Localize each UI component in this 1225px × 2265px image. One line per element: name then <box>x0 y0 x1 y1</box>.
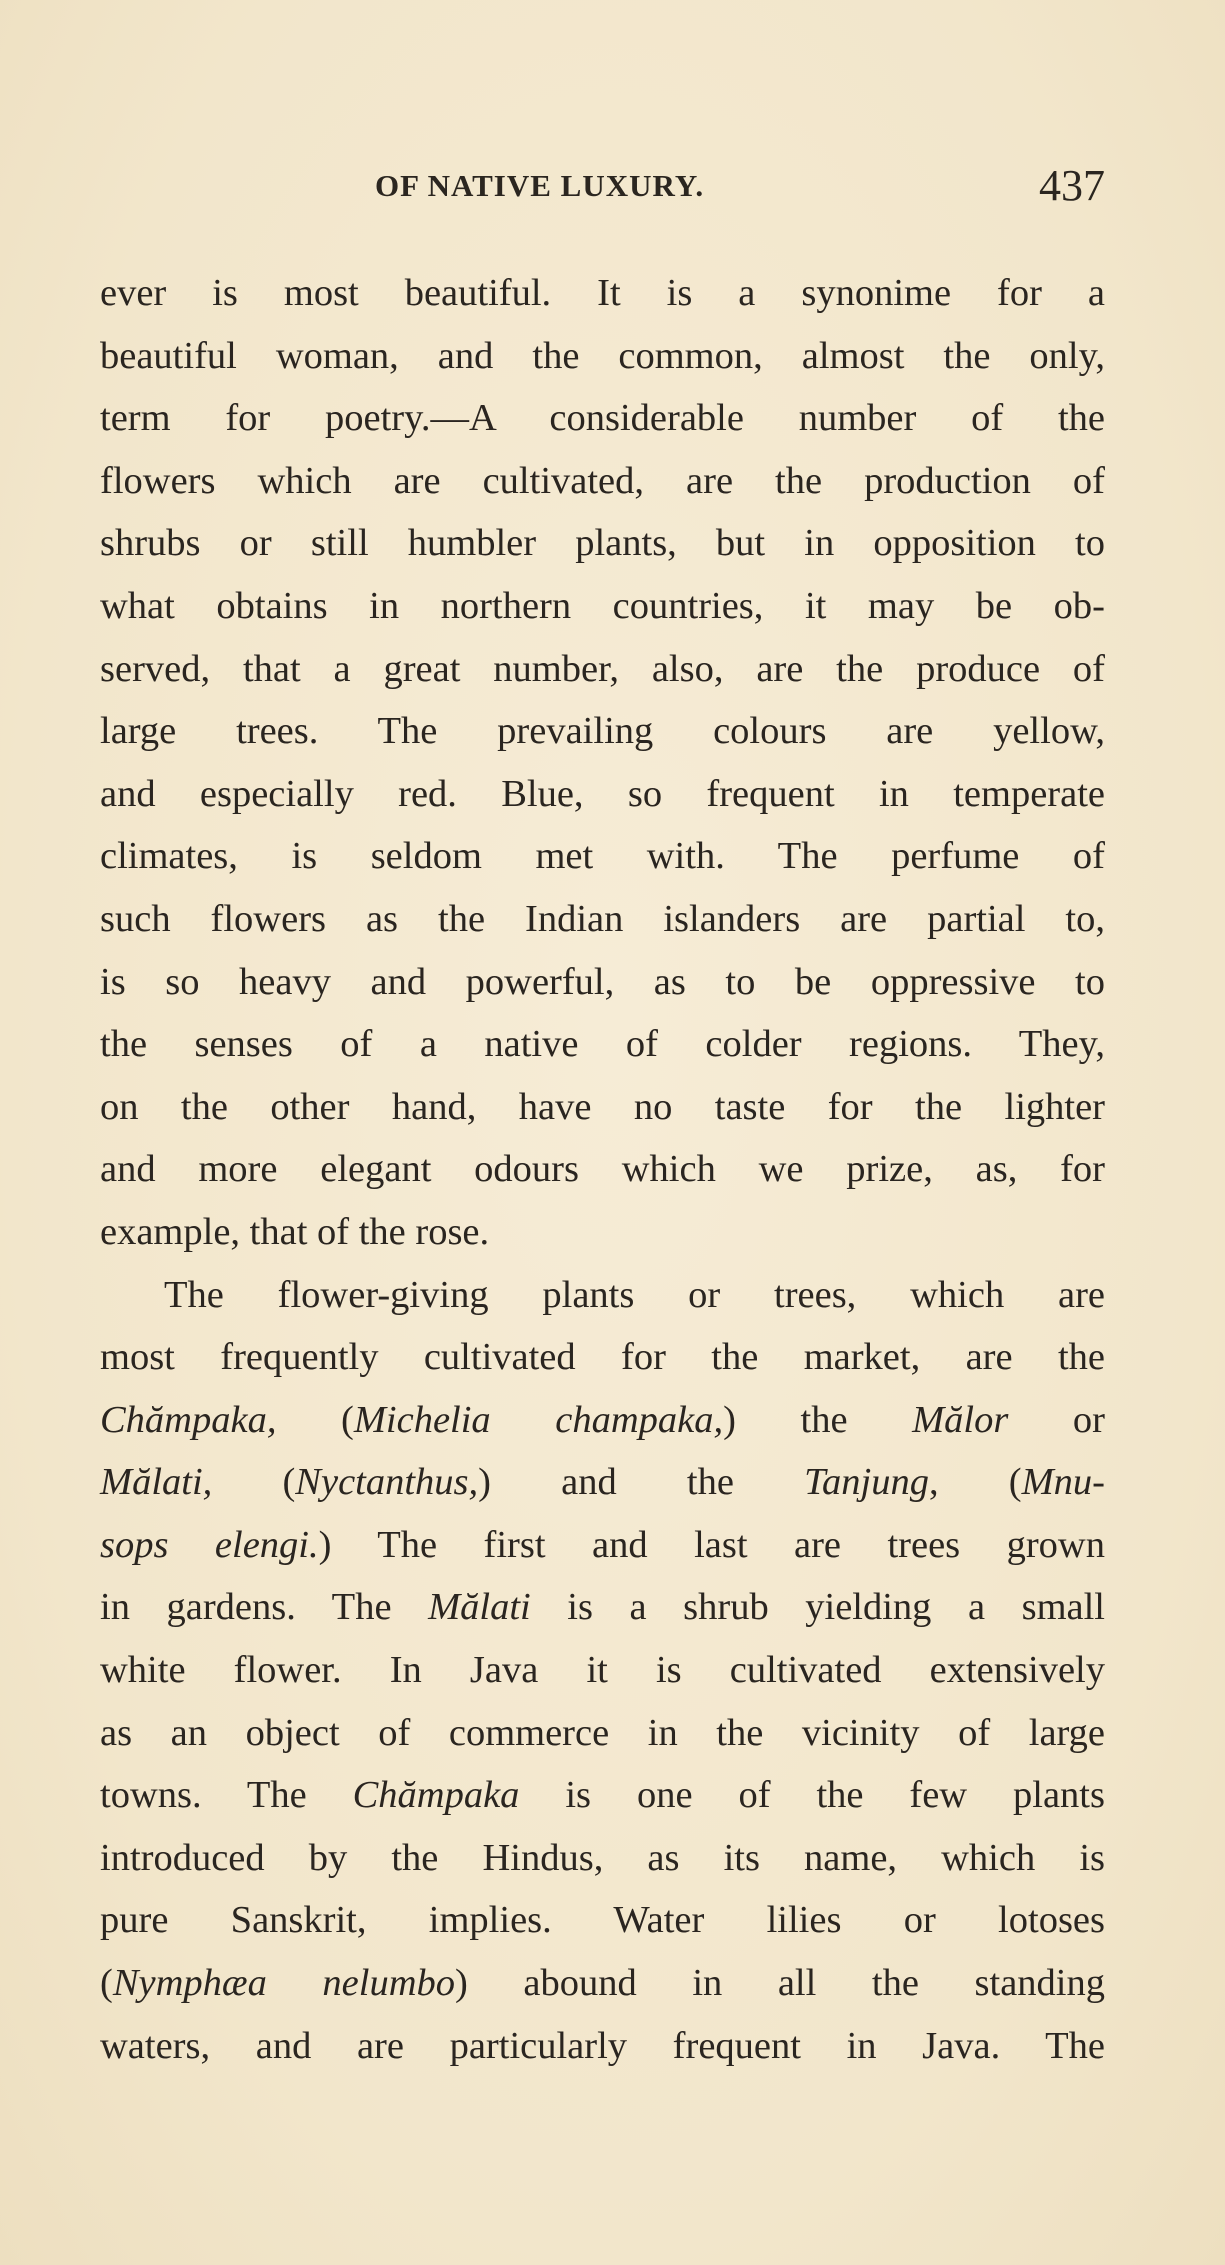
italic-term: Michelia champaka, <box>353 1398 724 1441</box>
text-line: and especially red. Blue, so frequent in temperate <box>100 772 1105 815</box>
text-line: waters, and are particularly frequent in Java. The <box>100 2024 1105 2067</box>
text-run: ) The first and last are trees grown <box>318 1523 1105 1566</box>
text-line: served, that a great number, also, are the produce of <box>100 647 1105 690</box>
text-line: introduced by the Hindus, as its name, which is <box>100 1836 1105 1879</box>
italic-term: Mnu- <box>1021 1461 1105 1504</box>
text-run: or <box>1008 1398 1105 1441</box>
text-line <box>100 1514 1105 1577</box>
text-line: white flower. In Java it is cultivated extensively <box>100 1649 1105 1692</box>
text-line: large trees. The prevailing colours are yellow, <box>100 710 1105 753</box>
italic-term: Chămpaka <box>352 1774 520 1817</box>
text-run: towns. The <box>100 1774 353 1817</box>
text-line <box>100 1576 1105 1639</box>
text-line: beautiful woman, and the common, almost the only, <box>100 334 1105 377</box>
text-line <box>100 1952 1105 2015</box>
text-line: the senses of a native of colder regions. They, <box>100 1023 1105 1066</box>
text-run: is a shrub yielding a small <box>530 1586 1106 1629</box>
italic-term: sops elengi. <box>100 1523 319 1566</box>
italic-term: Mălati, <box>100 1461 213 1504</box>
italic-term: Tanjung <box>804 1461 929 1504</box>
text-line: climates, is seldom met with. The perfume of <box>100 835 1105 878</box>
text-line <box>100 1764 1105 1827</box>
text-line: shrubs or still humbler plants, but in opposition to <box>100 522 1105 565</box>
text-line: and more elegant odours which we prize, as, for <box>100 1148 1105 1191</box>
italic-term: Chămpaka, <box>100 1398 277 1441</box>
text-line <box>100 1451 1105 1514</box>
paragraph-1 <box>100 262 1105 1264</box>
text-line: as an object of commerce in the vicinity of large <box>100 1711 1105 1754</box>
italic-term: Mălor <box>912 1398 1009 1441</box>
text-line: such flowers as the Indian islanders are partial to, <box>100 897 1105 940</box>
page-number: 437 <box>1039 161 1105 210</box>
italic-term: Mălati <box>428 1586 531 1629</box>
text-run: ( <box>212 1461 296 1504</box>
text-run: ( <box>276 1398 354 1441</box>
text-run: is one of the few plants <box>519 1774 1105 1817</box>
running-head: OF NATIVE LUXURY. <box>375 168 705 203</box>
text-run: ) abound in all the standing <box>455 1962 1105 2005</box>
text-run: , ( <box>928 1461 1022 1504</box>
text-run: in gardens. The <box>100 1586 429 1629</box>
text-line: pure Sanskrit, implies. Water lilies or lotoses <box>100 1899 1105 1942</box>
italic-term: Nyctanthus, <box>295 1461 479 1504</box>
text-line: example, that of the rose. <box>100 1210 490 1253</box>
text-line: what obtains in northern countries, it may be ob- <box>100 584 1105 627</box>
text-line: ever is most beautiful. It is a synonime for a <box>100 272 1105 314</box>
text-line: most frequently cultivated for the market, are the <box>100 1336 1105 1379</box>
text-line: on the other hand, have no taste for the lighter <box>100 1085 1105 1128</box>
text-line: is so heavy and powerful, as to be oppressive to <box>100 960 1105 1003</box>
text-line <box>100 1389 1105 1452</box>
text-line: flowers which are cultivated, are the production of <box>100 459 1105 502</box>
text-run: ( <box>100 1962 113 2005</box>
text-line: The flower-giving plants or trees, which are <box>164 1273 1105 1316</box>
text-run: ) the <box>723 1398 913 1441</box>
text-line: term for poetry.—A considerable number of the <box>100 397 1105 440</box>
italic-term: Nymphæa nelumbo <box>112 1962 455 2005</box>
text-run: ) and the <box>478 1461 805 1504</box>
body-text <box>100 262 1105 2077</box>
paragraph-2 <box>100 1264 1105 2078</box>
page-header <box>100 160 1105 220</box>
